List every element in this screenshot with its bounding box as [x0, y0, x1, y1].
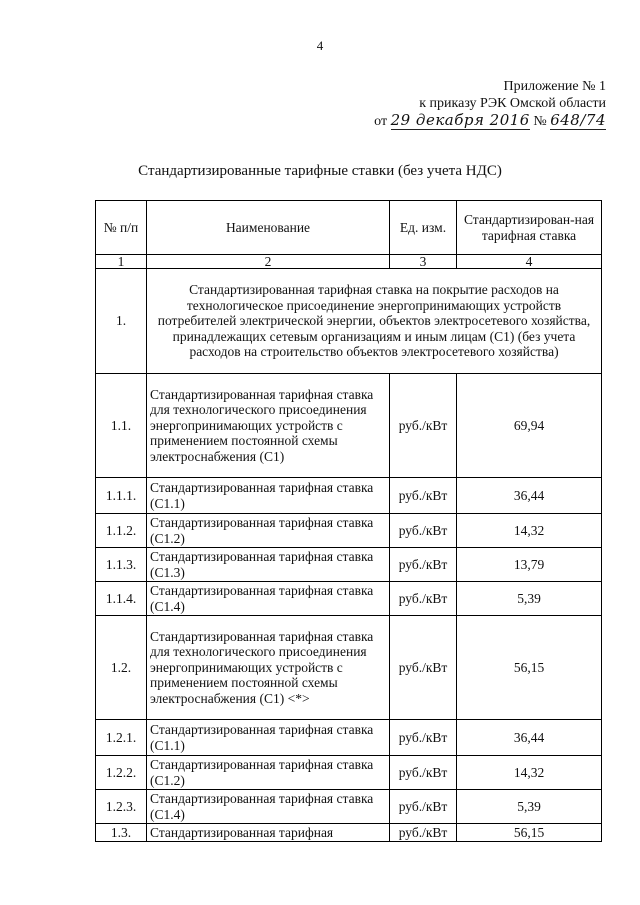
row-num: 1.1.2. [96, 514, 147, 548]
annex-date-handwritten: 29 декабря 2016 [390, 111, 530, 129]
annex-block [374, 78, 606, 130]
annex-title: Приложение № 1 [503, 79, 606, 94]
row-value: 5,39 [457, 790, 602, 824]
table-row [96, 720, 602, 756]
row-num: 1.2.1. [96, 720, 147, 756]
table-row [96, 514, 602, 548]
header-value: Стандартизирован-ная тарифная ставка [457, 201, 602, 255]
table-row [96, 616, 602, 720]
row-num: 1.2.3. [96, 790, 147, 824]
row-name: Стандартизированная тарифная [147, 824, 390, 842]
row-name: Стандартизированная тарифная ставка (C1.2) [147, 514, 390, 548]
table-row [96, 548, 602, 582]
row-name: Стандартизированная тарифная ставка для технологического присоединения энергопринимающих устройств с применением постоянной схемы электроснабжения (C1) [147, 374, 390, 478]
table-row [96, 824, 602, 842]
row-num: 1.1.3. [96, 548, 147, 582]
row-num: 1.2. [96, 616, 147, 720]
row-unit: руб./кВт [390, 756, 457, 790]
row-unit: руб./кВт [390, 720, 457, 756]
row-unit: руб./кВт [390, 790, 457, 824]
row-value: 13,79 [457, 548, 602, 582]
row-num: 1.1. [96, 374, 147, 478]
row-value: 5,39 [457, 582, 602, 616]
row-num: 1.3. [96, 824, 147, 842]
row-value: 36,44 [457, 478, 602, 514]
annex-number-label: № [533, 114, 547, 129]
row-value: 36,44 [457, 720, 602, 756]
row-unit: руб./кВт [390, 616, 457, 720]
row-num: 1.1.4. [96, 582, 147, 616]
table-row [96, 374, 602, 478]
index-cell: 3 [390, 255, 457, 269]
page-number: 4 [316, 38, 324, 53]
row-unit: руб./кВт [390, 548, 457, 582]
row-name: Стандартизированная тарифная ставка для технологического присоединения энергопринимающих устройств с применением постоянной схемы электроснабжения (C1) <*> [147, 616, 390, 720]
header-name: Наименование [147, 201, 390, 255]
table-index-row [96, 255, 602, 269]
row-name: Стандартизированная тарифная ставка (C1.1) [147, 720, 390, 756]
table-row [96, 582, 602, 616]
table-row [96, 756, 602, 790]
row-num: 1.1.1. [96, 478, 147, 514]
index-cell: 2 [147, 255, 390, 269]
annex-from-label: от [374, 114, 388, 129]
table-row [96, 478, 602, 514]
table-header-row [96, 201, 602, 255]
index-cell: 1 [96, 255, 147, 269]
row-name: Стандартизированная тарифная ставка (C1.2) [147, 756, 390, 790]
row-value: 69,94 [457, 374, 602, 478]
row-name: Стандартизированная тарифная ставка (C1.4) [147, 790, 390, 824]
annex-order-ref: к приказу РЭК Омской области [419, 96, 606, 111]
row-num: 1.2.2. [96, 756, 147, 790]
index-cell: 4 [457, 255, 602, 269]
row-value: 14,32 [457, 514, 602, 548]
row-name: Стандартизированная тарифная ставка (C1.3) [147, 548, 390, 582]
row-unit: руб./кВт [390, 374, 457, 478]
row-name: Стандартизированная тарифная ставка (C1.1) [147, 478, 390, 514]
section-row [96, 269, 602, 374]
annex-date-line [374, 112, 606, 130]
annex-number-handwritten: 648/74 [550, 111, 606, 129]
section-text: Стандартизированная тарифная ставка на покрытие расходов на технологическое присоединение энергопринимающих устройств потребителей электрической энергии, объектов электросетевого хозяйства, принадлежащих сетевым организациям и иным лицам (C1) (без учета расходов на строительство объектов электросетевого хозяйства) [147, 269, 602, 374]
section-num: 1. [96, 269, 147, 374]
document-title: Стандартизированные тарифные ставки (без учета НДС) [138, 163, 502, 179]
table-row [96, 790, 602, 824]
row-unit: руб./кВт [390, 514, 457, 548]
row-value: 14,32 [457, 756, 602, 790]
row-unit: руб./кВт [390, 478, 457, 514]
row-value: 56,15 [457, 616, 602, 720]
row-unit: руб./кВт [390, 582, 457, 616]
rates-table [95, 200, 602, 842]
row-value: 56,15 [457, 824, 602, 842]
row-name: Стандартизированная тарифная ставка (C1.4) [147, 582, 390, 616]
header-num: № п/п [96, 201, 147, 255]
header-unit: Ед. изм. [390, 201, 457, 255]
row-unit: руб./кВт [390, 824, 457, 842]
